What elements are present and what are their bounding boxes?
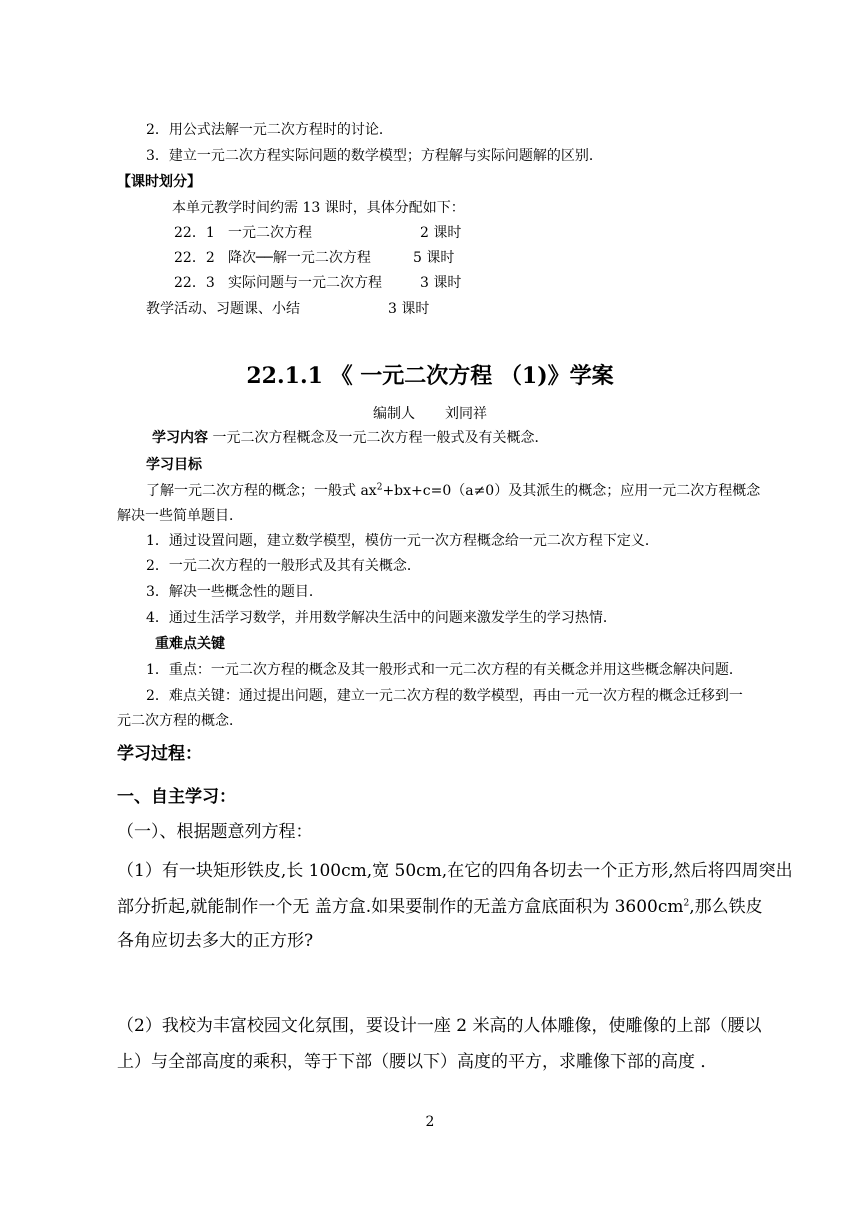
schedule-activity-topic: 教学活动、习题课、小结 <box>146 301 300 317</box>
superscript-two: 2 <box>683 898 690 909</box>
learning-content-label: 学习内容 <box>152 430 208 446</box>
subsection-heading: （一）、根据题意列方程： <box>117 822 313 842</box>
schedule-intro: 本单元教学时间约需 13 课时，具体分配如下： <box>172 200 465 216</box>
keypoint-item: 1．重点：一元二次方程的概念及其一般形式和一元二次方程的有关概念并用这些概念解决问题． <box>146 662 743 678</box>
objectives-paragraph-line-2: 解决一些简单题目． <box>117 508 243 524</box>
objectives-heading: 学习目标 <box>146 457 202 473</box>
schedule-row-hours: 2 课时 <box>420 225 462 241</box>
objectives-paragraph-start: 了解一元二次方程的概念；一般式 ax <box>146 483 377 499</box>
author-label: 编制人 <box>373 406 415 422</box>
author-line <box>0 404 860 424</box>
problem-1-line-3: 各角应切去多大的正方形? <box>117 931 314 951</box>
objective-item: 3．解决一些概念性的题目． <box>146 584 323 600</box>
process-heading: 学习过程： <box>117 744 202 764</box>
objective-item: 4．通过生活学习数学，并用数学解决生活中的问题来激发学生的学习热情． <box>146 610 617 626</box>
schedule-row-hours: 5 课时 <box>413 250 455 266</box>
schedule-row-number: 22．1 <box>174 225 215 241</box>
learning-content <box>152 428 548 448</box>
schedule-row-number: 22．2 <box>174 250 215 266</box>
intro-line-3: 3．建立一元二次方程实际问题的数学模型；方程解与实际问题解的区别． <box>146 148 603 164</box>
problem-1-line-2-start: 部分折起,就能制作一个无 盖方盒.如果要制作的无盖方盒底面积为 3600cm <box>117 897 684 917</box>
problem-1-line-1: （1）有一块矩形铁皮,长 100cm,宽 50cm,在它的四角各切去一个正方形,然后将四周突出 <box>117 861 793 881</box>
intro-line-2: 2．用公式法解一元二次方程时的讨论． <box>146 122 393 138</box>
lesson-title: 22.1.1 《 一元二次方程 （1)》学案 <box>246 363 614 389</box>
keypoints-heading: 重难点关键 <box>155 636 225 652</box>
schedule-activity-hours: 3 课时 <box>388 301 430 317</box>
schedule-row-number: 22．3 <box>174 275 215 291</box>
objectives-paragraph <box>146 481 760 501</box>
schedule-row-topic: 一元二次方程 <box>228 225 312 241</box>
page-number: 2 <box>425 1114 435 1130</box>
problem-2-line-2: 上）与全部高度的乘积，等于下部（腰以下）高度的平方，求雕像下部的高度 ． <box>117 1052 718 1072</box>
keypoint-item: 2．难点关键：通过提出问题，建立一元二次方程的数学模型，再由一元一次方程的概念迁移到一 <box>146 688 743 704</box>
section-heading: 一、自主学习： <box>117 787 236 807</box>
schedule-row-topic: 实际问题与一元二次方程 <box>228 275 382 291</box>
author-name: 刘同祥 <box>445 406 487 422</box>
keypoint-item-continued: 元二次方程的概念． <box>117 713 243 729</box>
problem-1-line-2 <box>117 895 763 919</box>
objective-item: 1．通过设置问题，建立数学模型，模仿一元一次方程概念给一元二次方程下定义． <box>146 533 659 549</box>
objective-item: 2．一元二次方程的一般形式及其有关概念． <box>146 558 421 574</box>
schedule-heading: 【课时划分】 <box>117 174 201 190</box>
superscript-two: 2 <box>376 482 383 493</box>
objectives-paragraph-end: +bx+c=0（a≠0）及其派生的概念；应用一元二次方程概念 <box>382 483 761 499</box>
schedule-row-topic: 降次──解一元二次方程 <box>228 250 371 266</box>
schedule-row-hours: 3 课时 <box>420 275 462 291</box>
problem-2-line-1: （2）我校为丰富校园文化氛围，要设计一座 2 米高的人体雕像，使雕像的上部（腰以 <box>117 1016 762 1036</box>
learning-content-text: 一元二次方程概念及一元二次方程一般式及有关概念． <box>212 430 549 446</box>
problem-1-line-2-end: ,那么铁皮 <box>689 897 763 917</box>
